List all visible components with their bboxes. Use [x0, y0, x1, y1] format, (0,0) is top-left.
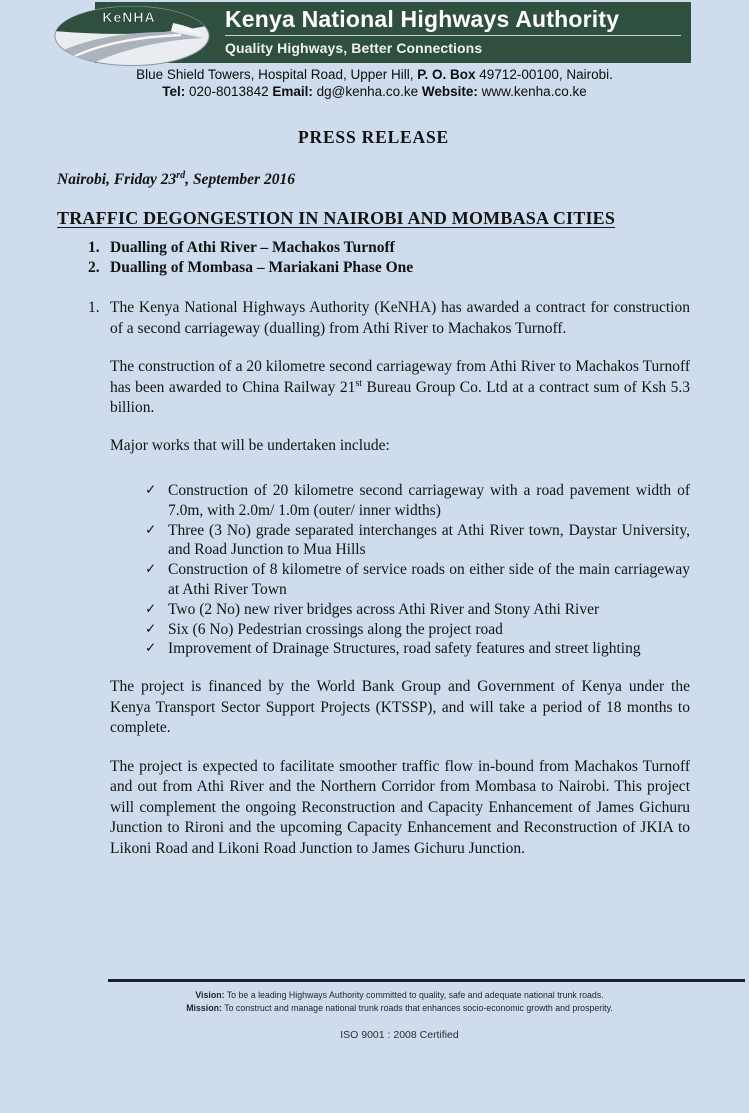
vision-text: To be a leading Highways Authority committed to quality, safe and adequate national trunk roads.: [224, 990, 604, 1000]
major-works-intro: Major works that will be undertaken include:: [110, 436, 390, 454]
check-icon: ✓: [145, 600, 157, 617]
mission-line: [85, 1002, 714, 1015]
website-label: Website:: [421, 83, 478, 99]
dateline-ordinal: rd: [176, 169, 186, 181]
work-item: [145, 639, 690, 659]
work-item: [145, 600, 690, 620]
paragraph-number: 1.: [88, 299, 100, 316]
org-tagline: Quality Highways, Better Connections: [225, 40, 483, 56]
work-item-text: Six (6 No) Pedestrian crossings along the project road: [168, 620, 503, 638]
logo-text: KeNHA: [102, 9, 156, 25]
dateline-post: , September 2016: [185, 171, 295, 188]
paragraph-contract-pre: The construction of a 20 kilometre second carriageway from Athi River to Machakos Turnoff has been awarded to China Railway 21: [110, 358, 690, 396]
headline: TRAFFIC DEGONGESTION IN NAIROBI AND MOMBASA CITIES: [57, 208, 616, 228]
po-box-number: 49712-00100, Nairobi.: [475, 67, 613, 82]
subpoint-item: [88, 258, 690, 278]
subpoint-text: Dualling of Mombasa – Mariakani Phase One: [110, 259, 414, 276]
work-item-text: Construction of 8 kilometre of service roads on either side of the main carriageway at Athi River Town: [168, 561, 690, 598]
subpoint-number: 2.: [88, 259, 100, 276]
check-icon: ✓: [145, 620, 157, 637]
work-item: [145, 560, 690, 600]
mission-text: To construct and manage national trunk roads that enhances socio-economic growth and prosperity.: [221, 1002, 613, 1013]
work-item-text: Construction of 20 kilometre second carriageway with a road pavement width of 7.0m, with 2.0m/ 1.0m (outer/ inner widths): [168, 482, 690, 519]
work-item: [145, 481, 690, 521]
work-item-text: Improvement of Drainage Structures, road safety features and street lighting: [168, 640, 641, 658]
subpoint-list: [88, 238, 690, 278]
subpoint-text: Dualling of Athi River – Machakos Turnoff: [110, 239, 395, 256]
paragraph-award: [57, 298, 690, 339]
website-url: www.kenha.co.ke: [477, 83, 587, 99]
address-street: Blue Shield Towers, Hospital Road, Upper Hill,: [136, 67, 418, 82]
po-box-label: P. O. Box: [417, 67, 476, 82]
mission-label: Mission:: [186, 1002, 222, 1013]
works-list: [145, 481, 690, 659]
work-item: [145, 521, 690, 561]
email-label: Email:: [272, 83, 313, 99]
paragraph-contract-post: Bureau Group Co. Ltd at a contract sum of Ksh 5.3 billion.: [110, 378, 690, 416]
tel-number: 020-8013842: [185, 83, 273, 99]
vision-label: Vision:: [195, 990, 225, 1000]
check-icon: ✓: [145, 640, 157, 657]
dateline: [57, 171, 690, 189]
contract-ordinal: st: [355, 377, 363, 389]
work-item: [145, 620, 690, 640]
dateline-pre: Nairobi, Friday 23: [57, 171, 177, 188]
press-release-title: PRESS RELEASE: [298, 127, 449, 147]
paragraph-award-text: The Kenya National Highways Authority (KeNHA) has awarded a contract for construction of a second carriageway (dualling) from Athi River to Machakos Turnoff.: [110, 299, 690, 337]
vision-line: [85, 989, 714, 1002]
paragraph-contract: [110, 357, 690, 419]
iso-certification: ISO 9001 : 2008 Certified: [340, 1029, 459, 1041]
paragraph-traffic-flow: The project is expected to facilitate smoother traffic flow in-bound from Machakos Turnoff and out from Athi River and the Northern Corridor from Mombasa to Nairobi. This project will complement the ongoing Reconstruction and Capacity Enhancement of James Gichuru Junction to Rironi and the upcoming Capacity Enhancement and Reconstruction of JKIA to Likoni Road and Likoni Road Junction to James Gichuru Junction.: [110, 757, 690, 857]
org-name: Kenya National Highways Authority: [225, 6, 620, 32]
footer-rule: [108, 979, 745, 982]
footer-vision-mission: [85, 989, 714, 1014]
subpoint-number: 1.: [88, 239, 100, 256]
work-item-text: Three (3 No) grade separated interchanges at Athi River town, Daystar University, and Road Junction to Mua Hills: [168, 521, 690, 559]
email-address: dg@kenha.co.ke: [312, 83, 422, 99]
tel-label: Tel:: [162, 83, 186, 99]
paragraph-financing: The project is financed by the World Bank Group and Government of Kenya under the Kenya Transport Sector Support Projects (KTSSP), and will take a period of 18 months to complete.: [110, 678, 690, 737]
check-icon: ✓: [145, 561, 157, 578]
work-item-text: Two (2 No) new river bridges across Athi River and Stony Athi River: [168, 600, 600, 618]
check-icon: ✓: [145, 521, 157, 538]
check-icon: ✓: [145, 482, 157, 498]
subpoint-item: [88, 238, 690, 258]
